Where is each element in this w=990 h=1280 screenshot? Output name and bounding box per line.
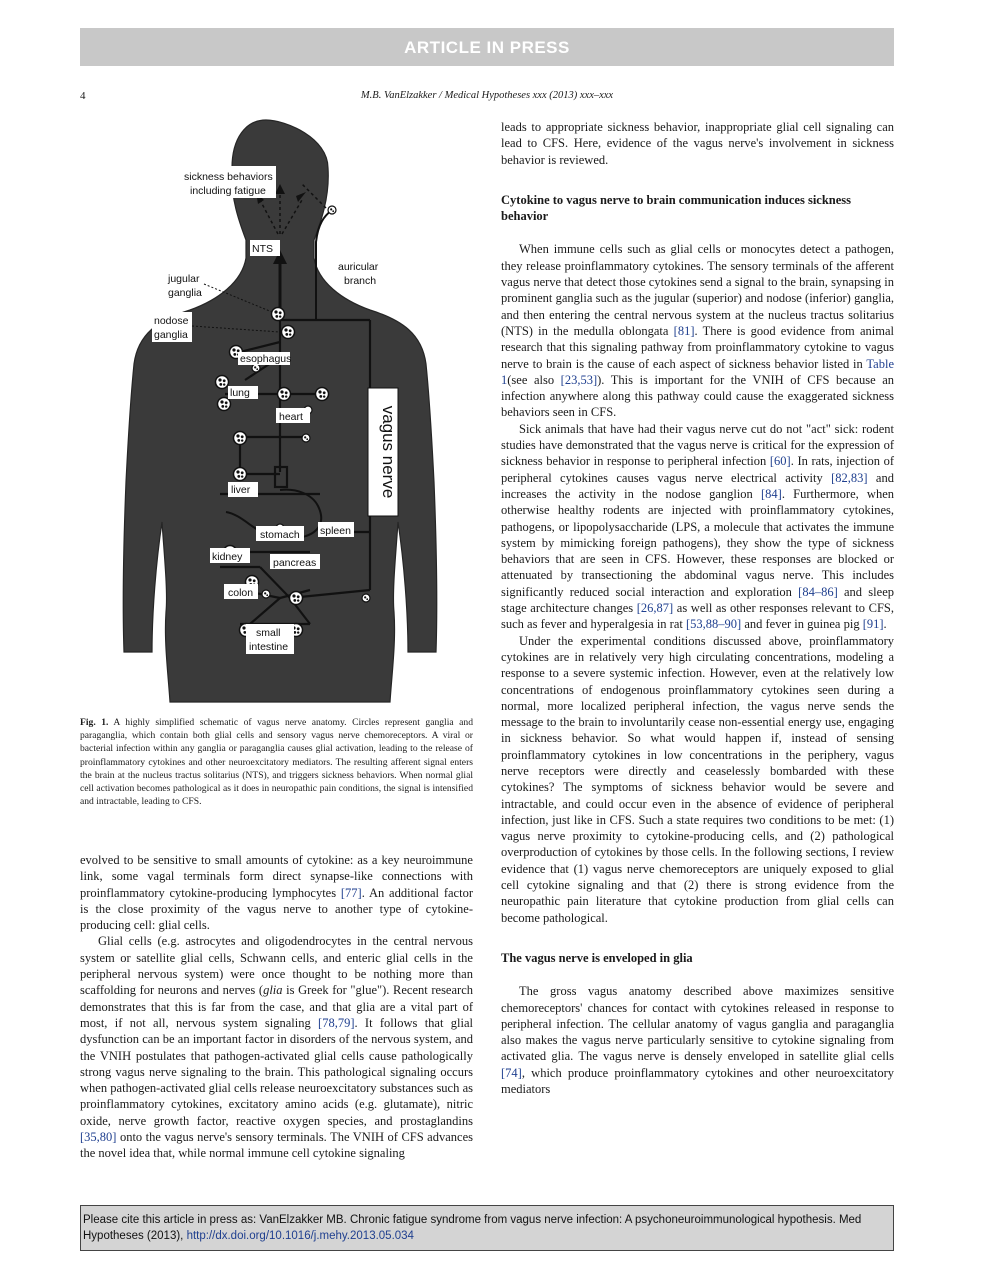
sickness-label-1: sickness behaviors	[184, 171, 273, 183]
citation-link[interactable]: [78,79]	[318, 1015, 355, 1030]
citation-link[interactable]: [82,83]	[831, 470, 868, 485]
figure-caption	[80, 716, 473, 808]
nts-label: NTS	[252, 243, 273, 255]
text-run: and fever in guinea pig	[741, 617, 863, 632]
text-run: leads to appropriate sickness behavior, inappropriate glial cell signaling can lead to CFS. Here, evidence of the vagus nerve's involvement in sickness behavior is reviewed.	[501, 120, 894, 167]
figure-caption-text: A highly simplified schematic of vagus nerve anatomy. Circles represent ganglia and paraganglia, which contain both glial cells and sensory vagus nerve chemoreceptors. A viral or bacterial infection within any ganglia or paraganglia causes glial activation, leading to the release of proinflammatory cytokines and other neuroexcitatory mediators. The resulting afferent signal enters the brain at the nucleus tractus solitarius (NTS), and triggers sickness behaviors. When normal glial cell activation becomes pathological as it does in neuropathic pain conditions, the signal is intensified and intractable, leading to CFS.	[80, 717, 473, 808]
text-run: and sleep stage architecture changes	[501, 584, 894, 616]
left-paragraph-2	[80, 933, 473, 1161]
citation-link[interactable]: [84]	[761, 486, 782, 501]
heart-label: heart	[279, 411, 303, 423]
right-paragraph-1	[501, 241, 894, 420]
auricular-label-2: branch	[344, 275, 377, 287]
citation-link[interactable]: [91]	[862, 617, 884, 632]
colon-label: colon	[228, 587, 254, 599]
text-run: . In rats, injection of peripheral cytokines causes vagus nerve electrical activity	[501, 454, 894, 485]
right-paragraph-3	[501, 633, 894, 926]
text-run: The gross vagus anatomy described above maximizes sensitive chemoreceptors' chances for contact with cytokines released in response to peripheral infection. The cellular anatomy of vagus ganglia and paraganglia also makes the vagus nerve particularly sensitive to cytokine signaling from activated glia. The vagus nerve is densely enveloped in satellite glial cells	[501, 984, 894, 1064]
text-run: , which produce proinflammatory cytokines and other neuroexcitatory mediators	[501, 1065, 894, 1097]
sickness-label-2: including fatigue	[190, 185, 266, 197]
doi-link[interactable]: http://dx.doi.org/10.1016/j.mehy.2013.05.034	[186, 1230, 414, 1242]
citation-link[interactable]: [81]	[673, 323, 695, 338]
text-run: evolved to be sensitive to small amounts of cytokine: as a key neuroimmune link, some vagal terminals form direct synapse-like connections with proinflammatory cytokine-producing lymphocytes	[80, 853, 473, 900]
text-run: (see also	[507, 372, 561, 387]
text-run: and increases the activity in the nodose ganglion	[501, 470, 894, 501]
citation-link[interactable]: [35,80]	[80, 1130, 117, 1145]
text-run: . There is good evidence from animal research that this signaling pathway from proinflammatory cytokine to vagus nerve to brain is the cause of each aspect of sickness behavior listed in	[501, 323, 894, 371]
figure-caption-label: Fig. 1.	[80, 717, 109, 728]
vagus-nerve-label: vagus nerve	[379, 405, 398, 499]
nodose-label-1: nodose	[154, 315, 189, 327]
text-run: .	[883, 617, 887, 632]
jugular-label-2: ganglia	[168, 287, 202, 299]
citation-link[interactable]: [74]	[501, 1065, 522, 1080]
right-paragraph-0	[501, 119, 894, 168]
liver-label: liver	[231, 484, 251, 496]
citation-link[interactable]: [53,88–90]	[686, 617, 742, 632]
text-run: Sick animals that have had their vagus nerve cut do not "act" sick: rodent studies have demonstrated that the vagus nerve is critical for the expression of sickness behavior in response to peripheral infection	[501, 421, 894, 469]
text-run: Glial cells (e.g. astrocytes and oligodendrocytes in the central nervous system or satellite glial cells, Schwann cells, and enteric glial cells in the peripheral nervous system) were once thought to be nothing more than scaffolding for neurons and nerves (	[80, 934, 473, 998]
text-run: . An additional factor is the close proximity of the vagus nerve to another type of cytokine-producing cell: glial cells.	[80, 885, 473, 933]
citation-link[interactable]: [60]	[769, 454, 791, 469]
text-run: as well as other responses relevant to CFS, such as fever and hyperalgesia in rat	[501, 601, 894, 632]
article-in-press-banner: ARTICLE IN PRESS	[80, 28, 894, 66]
citation-text: Please cite this article in press as: VanElzakker MB. Chronic fatigue syndrome from vagus nerve infection: A psychoneuroimmunological hypothesis. Med Hypotheses (2013),	[83, 1214, 862, 1242]
stomach-label: stomach	[260, 529, 300, 541]
figure-1-vagus-schematic	[80, 112, 473, 712]
text-run: onto the vagus nerve's sensory terminals. The VNIH of CFS advances the novel idea that, while normal immune cell cytokine signaling	[80, 1130, 473, 1161]
nodose-label-2: ganglia	[154, 329, 188, 341]
citation-link[interactable]: Table 1	[501, 356, 894, 387]
running-head: M.B. VanElzakker / Medical Hypotheses xxx (2013) xxx–xxx	[360, 90, 614, 101]
right-column	[501, 119, 894, 1097]
small-intestine-label-2: intestine	[249, 641, 289, 653]
left-column	[80, 852, 473, 1162]
text-run: glia	[263, 983, 283, 998]
lung-label: lung	[230, 387, 250, 399]
right-paragraph-4	[501, 983, 894, 1097]
esophagus-label: esophagus	[240, 353, 292, 365]
pancreas-label: pancreas	[273, 557, 317, 569]
text-run: Under the experimental conditions discussed above, proinflammatory cytokines are in relatively very high circulating concentrations, modeling a response to a severe systemic infection. However, even at the relatively low concentrations of endogenous proinflammatory cytokines seen during a normal, more localized peripheral infection, the vagus nerve sends the message to the brain to involuntarily cease non-essential energy use, engaging in sickness behavior. So what would happen if, instead of sensing proinflammatory cytokines in low concentrations in the periphery, vagus nerve receptors were directly and ceaselessly bombarded with these cytokines? The symptoms of sickness behavior would be severe and intractable, and could occur even in the absence of evidence of peripheral infection, just like in CFS. Such a state requires two conditions to be met: (1) vagus nerve proximity to cytokine-producing cells, and (2) pathological overproduction of cytokines by those cells. In the following sections, I review evidence that (1) vagus nerve chemoreceptors are uniquely exposed to glial cell cytokine signaling and that (2) there is strong evidence from the neuropathic pain literature that cytokine production from glial cells can become pathological.	[501, 633, 894, 925]
section-heading-glia: The vagus nerve is enveloped in glia	[501, 950, 693, 965]
text-run: is Greek for "glue"). Recent research demonstrates that this is far from the case, and that glia are a vital part of most, if not all, nervous system signaling	[80, 983, 473, 1030]
auricular-label-1: auricular	[338, 261, 379, 273]
text-run: When immune cells such as glial cells or monocytes detect a pathogen, they release proinflammatory cytokines. The sensory terminals of the afferent vagus nerve that detect those cytokines send a signal to the brain, synapsing in prominent ganglia such as the jugular (superior) and nodose (inferior) ganglia, and then entering the central nervous system at the nucleus tractus solitarius (NTS) in the medulla oblongata	[501, 242, 894, 338]
text-run: ). This is important for the VNIH of CFS because an infection anywhere along this pathway could cause the exaggerated sickness behaviors seen in CFS.	[501, 372, 894, 420]
spleen-label: spleen	[320, 525, 351, 537]
citation-link[interactable]: [84–86]	[798, 584, 838, 599]
text-run: . Furthermore, when otherwise healthy rodents are injected with proinflammatory cytokines, pathogens, or lipopolysaccharide (LPS, a molecule that activates the immune system by mimicking foreign pathogens), they show the type of sickness behaviors that are seen in CFS. However, these responses are blocked or attenuated by transectioning the abdominal vagus nerve. This includes significantly reduced social interaction and exploration	[501, 486, 894, 599]
citation-box	[80, 1205, 894, 1251]
right-paragraph-2	[501, 421, 894, 633]
page-number: 4	[80, 90, 86, 102]
citation-link[interactable]: [26,87]	[636, 601, 674, 616]
citation-link[interactable]: [23,53]	[560, 372, 598, 387]
jugular-label-1: jugular	[168, 273, 200, 285]
citation-link[interactable]: [77]	[340, 885, 362, 900]
left-paragraph-1	[80, 852, 473, 933]
kidney-label: kidney	[212, 551, 243, 563]
text-run: . It follows that glial dysfunction can be an important factor in disorders of the nervous system, and the VNIH postulates that pathogen-activated glial cells cause pathologically strong vagus nerve signaling to the brain. This pathological signaling occurs when pathogen-activated glial cells release neuroexcitatory substances such as proinflammatory cytokines, excitatory amino acids (e.g. glutamate), nitric oxide, nerve growth factor, reactive oxygen species, and prostaglandins	[80, 1015, 473, 1128]
small-intestine-label-1: small	[256, 627, 281, 639]
vagus-anatomy-diagram	[80, 112, 473, 712]
section-heading-cytokine: Cytokine to vagus nerve to brain communication induces sickness behavior	[501, 192, 852, 224]
